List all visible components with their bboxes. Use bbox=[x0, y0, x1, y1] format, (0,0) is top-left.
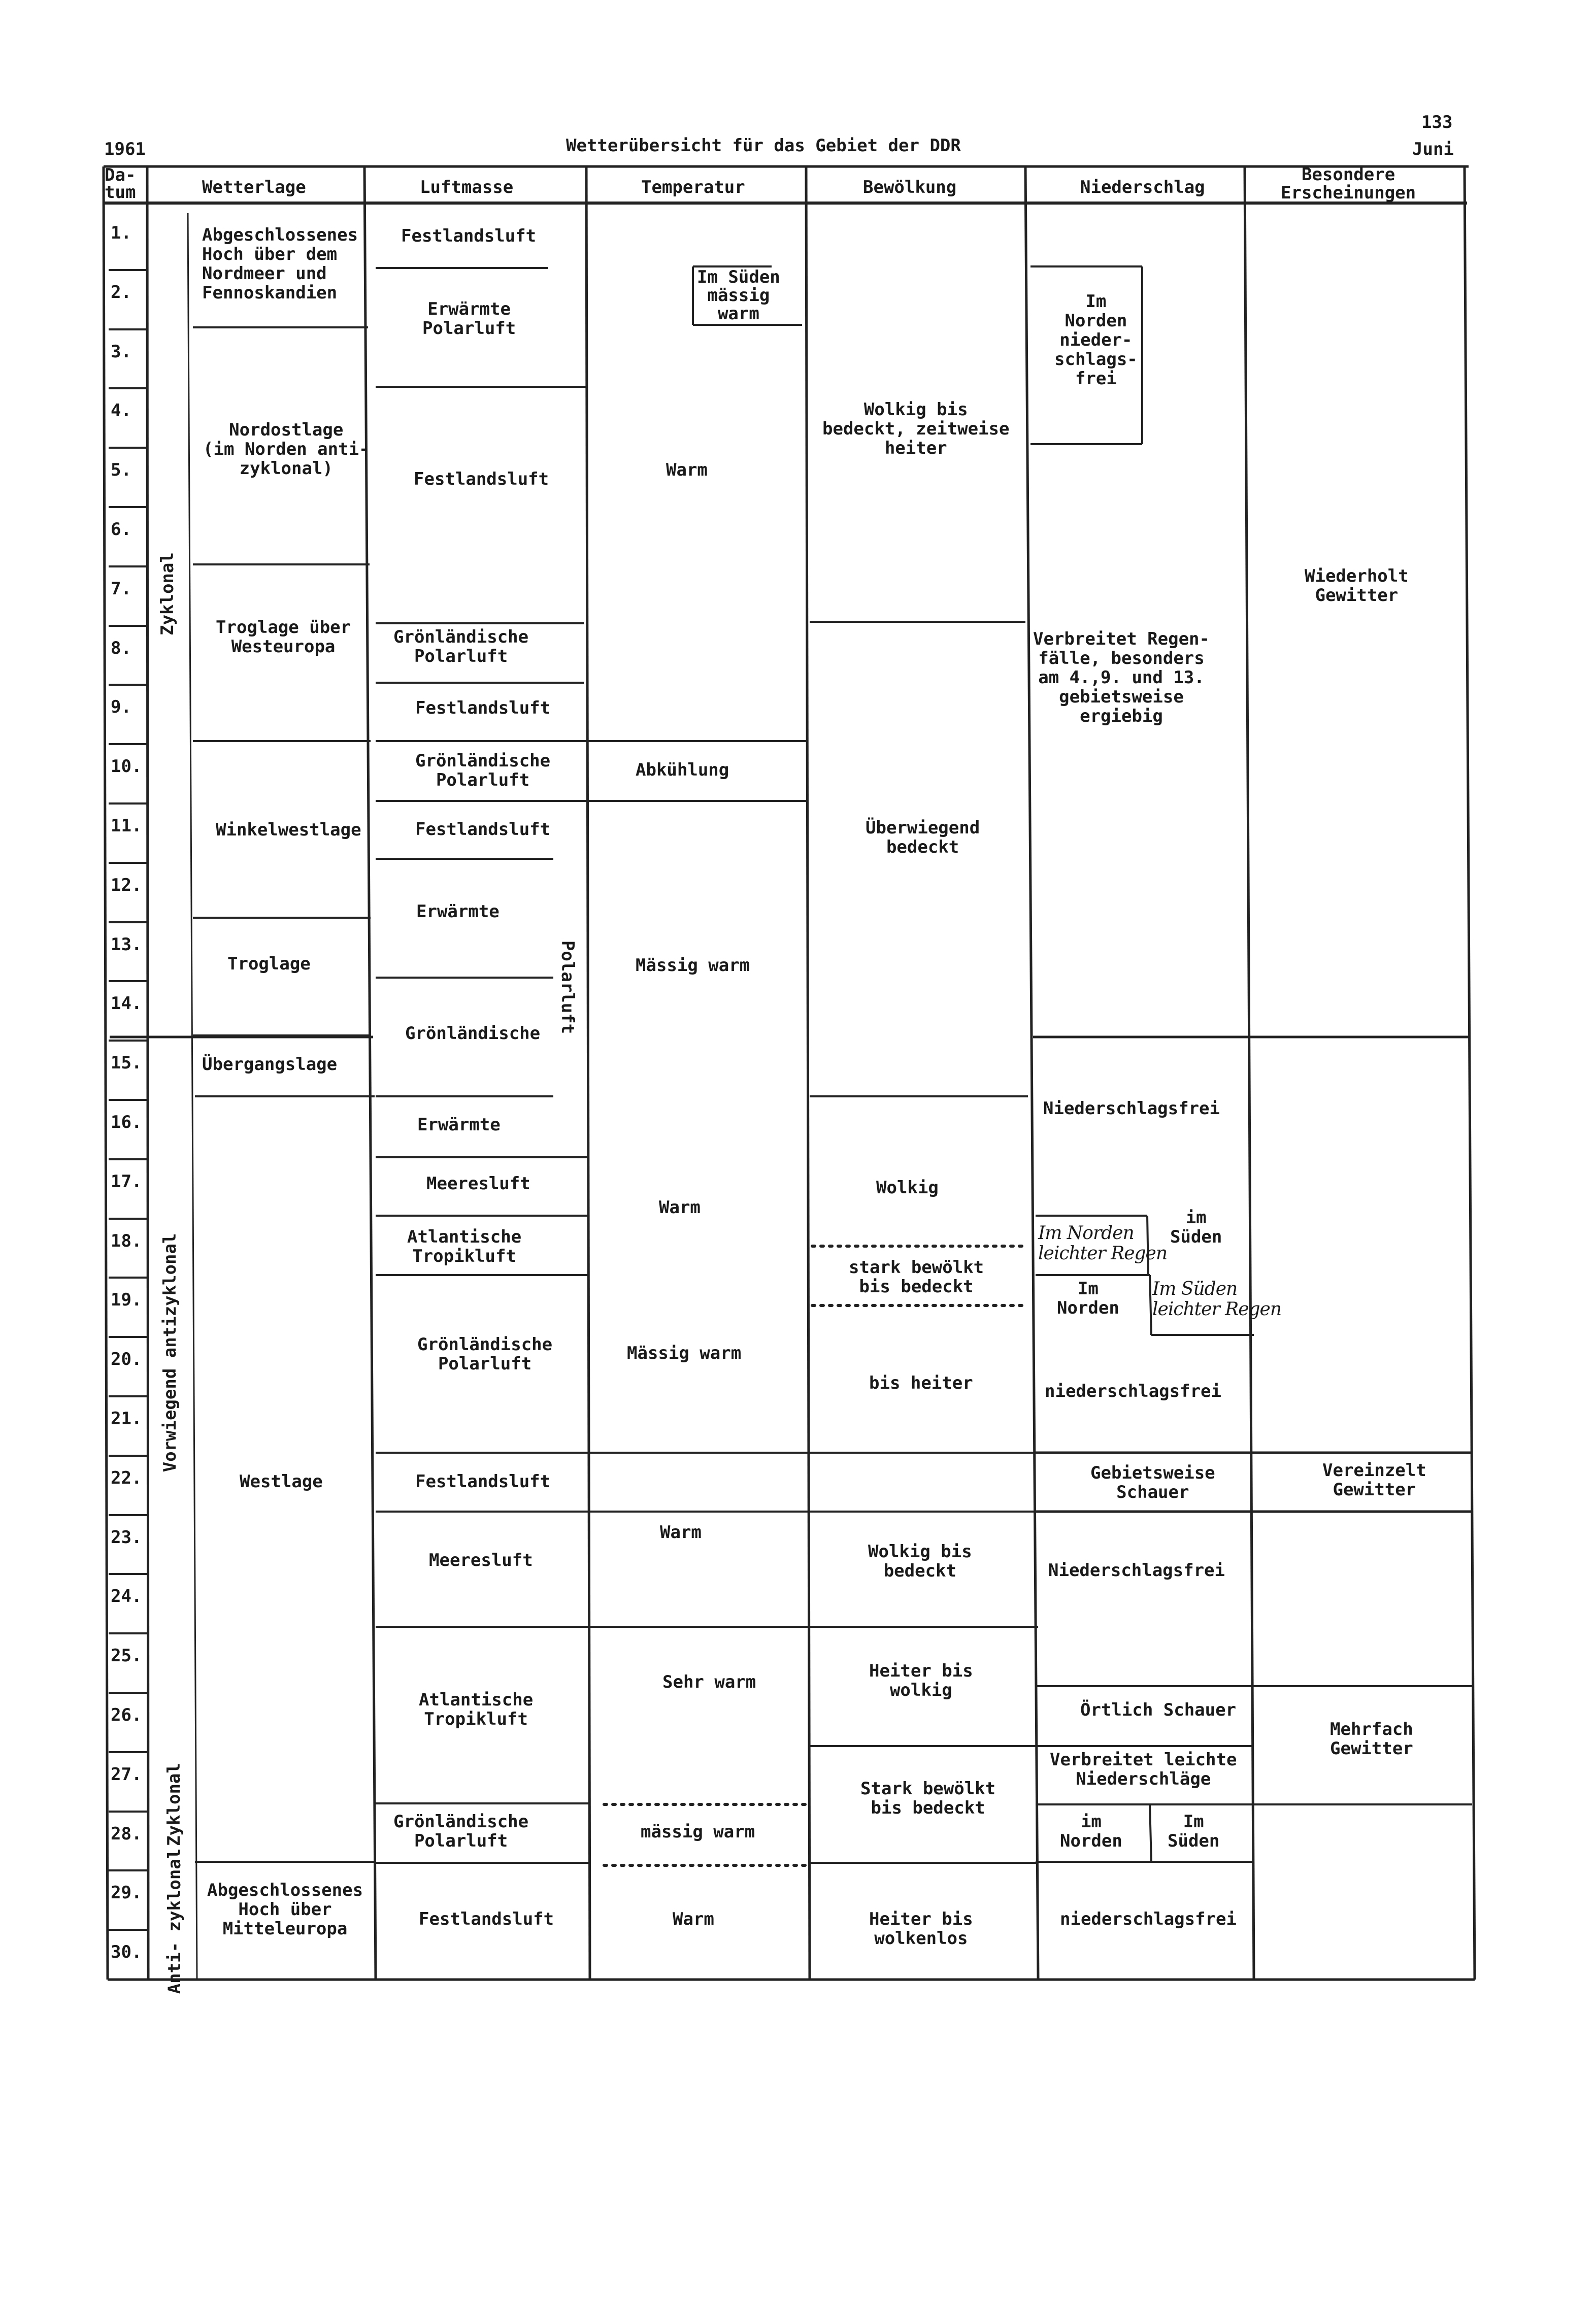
temperatur-cell: Warm bbox=[666, 460, 708, 480]
luftmasse-cell: Grönländische Polarluft bbox=[417, 1334, 553, 1374]
luftmasse-cell: Meeresluft bbox=[426, 1174, 530, 1194]
day-label: 10. bbox=[111, 756, 142, 777]
niederschlag-cell: Im Norden bbox=[1057, 1279, 1119, 1318]
day-label: 26. bbox=[111, 1705, 142, 1725]
temperatur-cell: Mässig warm bbox=[636, 955, 750, 976]
day-label: 15. bbox=[111, 1053, 142, 1073]
page-number: 133 bbox=[1421, 112, 1453, 132]
regime-zyklonal-1: Zyklonal bbox=[157, 552, 178, 635]
wetterlage-cell: Troglage über Westeuropa bbox=[216, 617, 351, 657]
niederschlag-cell: im Süden bbox=[1170, 1208, 1222, 1247]
day-label: 20. bbox=[111, 1349, 142, 1369]
day-label: 28. bbox=[111, 1824, 142, 1844]
day-label: 14. bbox=[111, 993, 142, 1014]
wetterlage-cell: Abgeschlossenes Hoch über dem Nordmeer und Fennoskandien bbox=[202, 225, 358, 303]
header-datum: Da- tum bbox=[105, 165, 136, 203]
temperatur-cell: Warm bbox=[660, 1522, 702, 1543]
bewoelkung-cell: Stark bewölkt bis bedeckt bbox=[860, 1779, 996, 1818]
temperatur-cell: Abkühlung bbox=[636, 760, 729, 780]
bewoelkung-cell: Überwiegend bedeckt bbox=[866, 818, 980, 857]
day-label: 13. bbox=[111, 934, 142, 955]
temperatur-cell: Mässig warm bbox=[627, 1343, 742, 1363]
niederschlag-cell: Verbreitet leichte Niederschläge bbox=[1050, 1750, 1237, 1789]
bewoelkung-cell: Heiter bis wolkenlos bbox=[869, 1909, 973, 1949]
niederschlag-cell: Niederschlagsfrei bbox=[1048, 1560, 1225, 1581]
luftmasse-cell: Erwärmte bbox=[416, 901, 500, 922]
month-label: Juni bbox=[1412, 139, 1454, 159]
day-label: 5. bbox=[111, 460, 131, 480]
bewoelkung-cell: Wolkig bbox=[876, 1178, 939, 1198]
luftmasse-cell: Festlandsluft bbox=[415, 1471, 551, 1492]
besondere-cell: Mehrfach Gewitter bbox=[1330, 1719, 1413, 1759]
wetterlage-cell: Troglage bbox=[227, 954, 311, 974]
header-wetterlage: Wetterlage bbox=[202, 177, 306, 197]
day-label: 2. bbox=[111, 282, 131, 303]
day-label: 8. bbox=[111, 638, 131, 658]
luftmasse-cell: Festlandsluft bbox=[401, 226, 537, 246]
header-niederschlag: Niederschlag bbox=[1080, 177, 1205, 197]
day-label: 27. bbox=[111, 1764, 142, 1785]
luftmasse-cell: Festlandsluft bbox=[414, 469, 549, 489]
bewoelkung-cell: bis heiter bbox=[869, 1373, 973, 1393]
niederschlag-cell: Im Süden bbox=[1168, 1812, 1220, 1851]
year-label: 1961 bbox=[104, 139, 146, 159]
niederschlag-handwritten-cell: Im Süden leichter Regen bbox=[1152, 1279, 1282, 1320]
luftmasse-cell: Grönländische Polarluft bbox=[393, 627, 529, 666]
header-besondere: Besondere Erscheinungen bbox=[1281, 164, 1416, 203]
day-label: 29. bbox=[111, 1883, 142, 1903]
header-temperatur: Temperatur bbox=[641, 177, 745, 197]
luftmasse-cell: Meeresluft bbox=[429, 1550, 533, 1570]
header-bewoelkung: Bewölkung bbox=[863, 177, 957, 197]
regime-antizyklonal: Anti- zyklonal bbox=[164, 1848, 185, 1994]
day-label: 9. bbox=[111, 697, 131, 717]
besondere-cell: Vereinzelt Gewitter bbox=[1322, 1460, 1426, 1500]
niederschlag-cell: Gebietsweise Schauer bbox=[1090, 1463, 1215, 1502]
day-label: 6. bbox=[111, 519, 131, 540]
niederschlag-cell: Örtlich Schauer bbox=[1080, 1700, 1237, 1720]
luftmasse-cell: Erwärmte bbox=[417, 1115, 501, 1135]
temperatur-cell: Sehr warm bbox=[662, 1672, 756, 1692]
bewoelkung-cell: Wolkig bis bedeckt bbox=[868, 1542, 972, 1581]
temperatur-cell: Warm bbox=[659, 1197, 701, 1218]
bewoelkung-cell: Heiter bis wolkig bbox=[869, 1661, 973, 1700]
day-label: 25. bbox=[111, 1646, 142, 1666]
luftmasse-cell: Erwärmte Polarluft bbox=[422, 299, 516, 339]
day-label: 19. bbox=[111, 1290, 142, 1310]
day-label: 21. bbox=[111, 1409, 142, 1429]
luftmasse-cell: Atlantische Tropikluft bbox=[419, 1690, 534, 1729]
day-label: 17. bbox=[111, 1171, 142, 1192]
wetterlage-cell: Übergangslage bbox=[202, 1054, 338, 1075]
luftmasse-cell: Festlandsluft bbox=[415, 819, 551, 840]
day-label: 22. bbox=[111, 1468, 142, 1488]
temperatur-cell: Im Süden mässig warm bbox=[697, 267, 780, 324]
page-title: Wetterübersicht für das Gebiet der DDR bbox=[566, 136, 961, 156]
day-label: 4. bbox=[111, 400, 131, 421]
temperatur-cell: mässig warm bbox=[641, 1822, 755, 1842]
day-label: 23. bbox=[111, 1527, 142, 1548]
day-label: 12. bbox=[111, 875, 142, 895]
luftmasse-polarluft-vertical: Polarluft bbox=[557, 940, 578, 1034]
niederschlag-cell: Niederschlagsfrei bbox=[1043, 1098, 1220, 1119]
day-label: 18. bbox=[111, 1231, 142, 1251]
regime-zyklonal-2: Zyklonal bbox=[164, 1763, 184, 1846]
niederschlag-cell: niederschlagsfrei bbox=[1060, 1909, 1237, 1929]
niederschlag-cell: Im Norden nieder- schlags- frei bbox=[1054, 291, 1138, 389]
luftmasse-cell: Festlandsluft bbox=[419, 1909, 554, 1929]
luftmasse-cell: Festlandsluft bbox=[415, 698, 551, 718]
wetterlage-cell: Winkelwestlage bbox=[216, 820, 361, 840]
day-label: 3. bbox=[111, 342, 131, 362]
day-label: 24. bbox=[111, 1586, 142, 1606]
luftmasse-cell: Grönländische Polarluft bbox=[393, 1812, 529, 1851]
day-label: 1. bbox=[111, 223, 131, 243]
wetterlage-cell: Abgeschlossenes Hoch über Mitteleuropa bbox=[207, 1880, 363, 1939]
wetterlage-cell: Westlage bbox=[240, 1471, 323, 1492]
day-label: 7. bbox=[111, 579, 131, 599]
header-luftmasse: Luftmasse bbox=[420, 177, 514, 197]
niederschlag-cell: niederschlagsfrei bbox=[1045, 1381, 1221, 1401]
luftmasse-cell: Atlantische Tropikluft bbox=[407, 1227, 522, 1266]
wetterlage-cell: Nordostlage (im Norden anti- zyklonal) bbox=[203, 420, 370, 479]
luftmasse-cell: Grönländische bbox=[405, 1023, 541, 1044]
bewoelkung-cell: stark bewölkt bis bedeckt bbox=[849, 1257, 984, 1297]
day-label: 30. bbox=[111, 1942, 142, 1962]
bewoelkung-cell: Wolkig bis bedeckt, zeitweise heiter bbox=[822, 399, 1010, 458]
luftmasse-cell: Grönländische Polarluft bbox=[415, 751, 551, 790]
niederschlag-handwritten-cell: Im Norden leichter Regen bbox=[1038, 1223, 1168, 1264]
niederschlag-cell: im Norden bbox=[1060, 1812, 1122, 1851]
niederschlag-cell: Verbreitet Regen- fälle, besonders am 4.,9. und 13. gebietsweise ergiebig bbox=[1033, 629, 1210, 726]
day-label: 11. bbox=[111, 816, 142, 836]
temperatur-cell: Warm bbox=[673, 1909, 714, 1929]
day-label: 16. bbox=[111, 1112, 142, 1132]
regime-vorwiegend-antizyklonal: Vorwiegend antizyklonal bbox=[160, 1233, 180, 1472]
besondere-cell: Wiederholt Gewitter bbox=[1305, 566, 1409, 606]
